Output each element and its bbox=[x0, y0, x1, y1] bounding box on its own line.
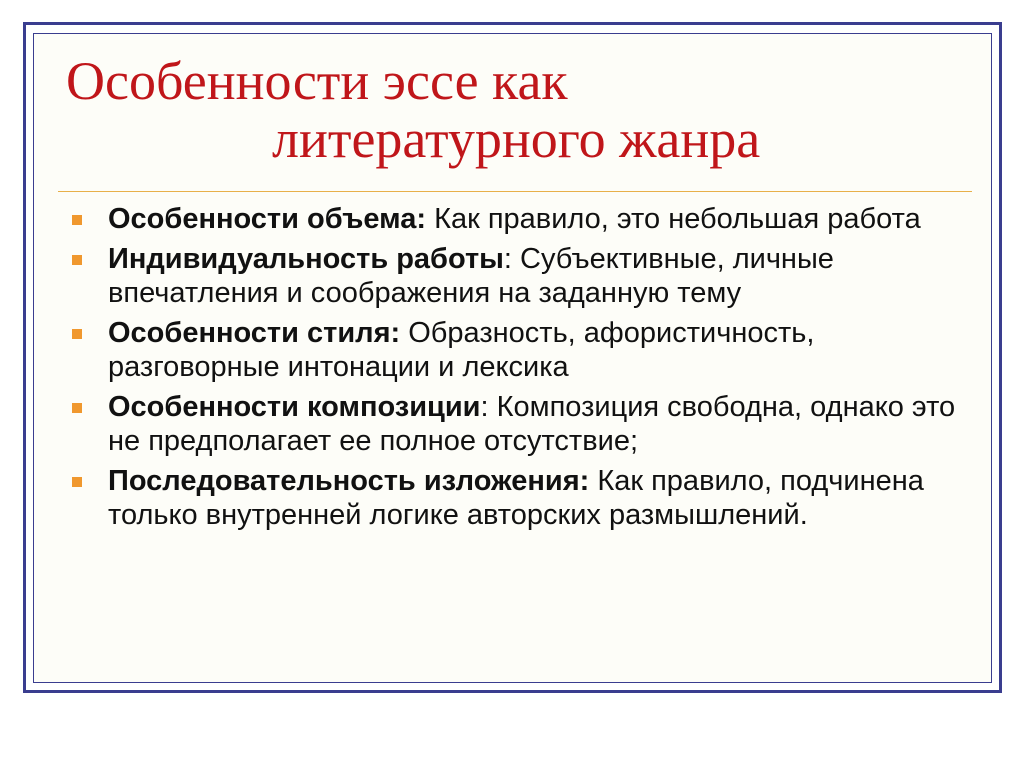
bullet-term: Особенности объема: bbox=[108, 203, 427, 235]
slide-title-line-2: литературного жанра bbox=[272, 109, 761, 169]
bullet-term: Особенности композиции bbox=[108, 391, 481, 423]
square-bullet-icon bbox=[72, 255, 82, 265]
bullet-item bbox=[70, 242, 960, 310]
slide-title-line-1: Особенности эссе как bbox=[66, 51, 568, 111]
bullet-item bbox=[70, 464, 960, 532]
bullet-text: Как правило, это небольшая работа bbox=[426, 203, 921, 235]
bullet-term: Индивидуальность работы bbox=[108, 243, 504, 275]
title-divider bbox=[58, 191, 972, 192]
bullet-term: Последовательность изложения: bbox=[108, 465, 590, 497]
square-bullet-icon bbox=[72, 477, 82, 487]
bullet-text: : Субъективные, личные впечатления и соображения на заданную тему bbox=[108, 243, 834, 309]
bullet-text: Как правило, подчинена только внутренней логике авторских размышлений. bbox=[108, 465, 924, 531]
bullet-text: Образность, афористичность, разговорные интонации и лексика bbox=[108, 317, 815, 383]
bullet-item bbox=[70, 390, 960, 458]
square-bullet-icon bbox=[72, 215, 82, 225]
bullet-term: Особенности стиля: bbox=[108, 317, 401, 349]
bullet-item bbox=[70, 202, 960, 236]
bullet-text: : Композиция свободна, однако это не предполагает ее полное отсутствие; bbox=[108, 391, 956, 457]
bullet-list bbox=[70, 202, 960, 538]
bullet-item bbox=[70, 316, 960, 384]
slide-title bbox=[66, 52, 760, 168]
square-bullet-icon bbox=[72, 403, 82, 413]
square-bullet-icon bbox=[72, 329, 82, 339]
